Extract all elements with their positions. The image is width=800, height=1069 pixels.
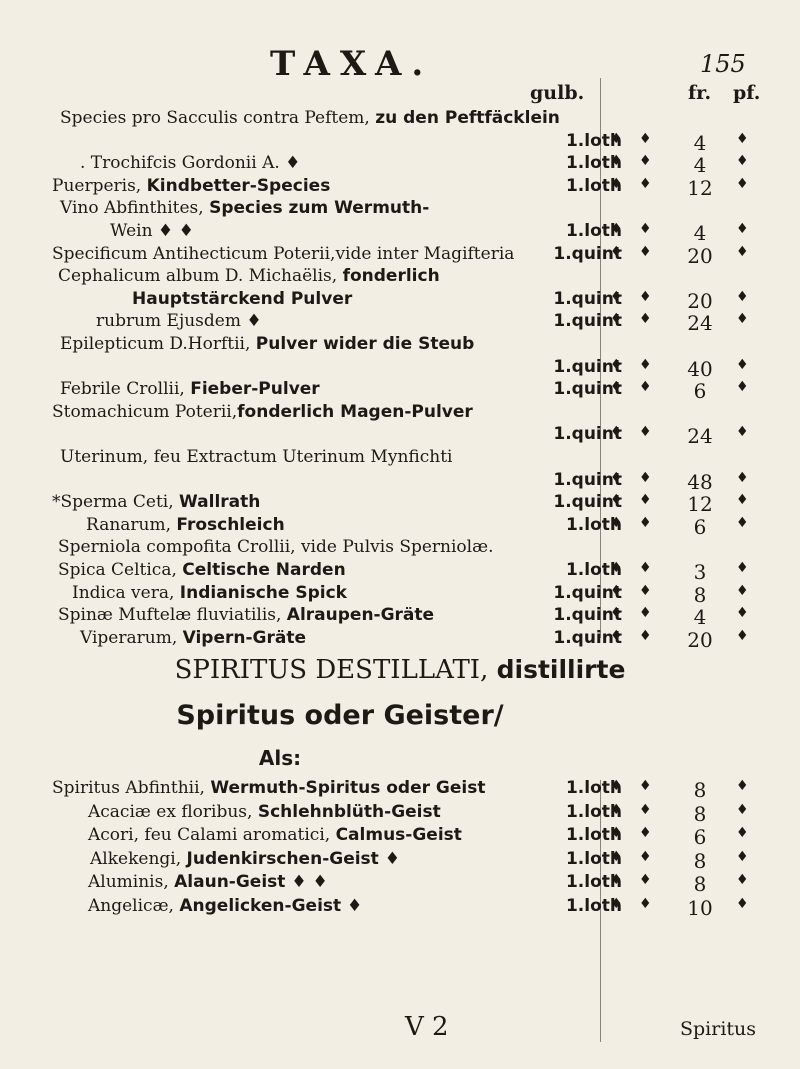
item-german-name: Angelicken-Geist ♦ [179, 895, 363, 916]
item-gulden-marks: ♦ ♦ [610, 895, 658, 912]
item-quantity: 1.quint [553, 311, 622, 332]
item-latin-name: Acaciæ ex floribus, [88, 801, 258, 822]
item-quantity: 1.quint [553, 356, 622, 377]
item-price-fr: 8 [693, 872, 707, 896]
table-row [0, 896, 800, 926]
item-label [52, 778, 485, 798]
item-label [52, 176, 330, 196]
item-latin-name: Spiritus Abfinthii, [52, 778, 211, 798]
item-price-fr: 6 [693, 825, 707, 849]
item-price-fr: 10 [687, 895, 713, 920]
item-gulden-marks: ♦ ♦ [610, 514, 658, 531]
item-latin-name: Epilepticum D.Horftii, [60, 334, 256, 354]
item-price-pf: ♦ [736, 895, 749, 912]
item-gulden-marks: ♦ ♦ [610, 582, 658, 599]
item-gulden-marks: ♦ ♦ [610, 153, 658, 170]
item-quantity: 1.quint [553, 605, 622, 626]
item-latin-name: Wein ♦ ♦ [110, 221, 194, 241]
item-german-name: Hauptstärckend Pulver [132, 288, 353, 309]
item-gulden-marks: ♦ ♦ [610, 872, 658, 888]
item-quantity: 1.loth [565, 221, 622, 241]
item-gulden-marks: ♦ ♦ [610, 778, 658, 794]
item-gulden-marks: ♦ ♦ [610, 311, 658, 328]
page-number: 155 [700, 50, 746, 78]
item-german-name: Schlehnblüth-Geist [257, 801, 441, 822]
section-title-latin: SPIRITUS DESTILLATI, [174, 655, 497, 685]
item-latin-name: Indica vera, [72, 582, 180, 603]
item-german-name: Indianische Spick [179, 582, 347, 603]
item-price-pf: ♦ [736, 778, 749, 794]
item-price-pf: ♦ [736, 605, 749, 622]
item-quantity: 1.quint [553, 469, 622, 490]
item-german-name: Alraupen-Gräte [286, 605, 435, 626]
item-german-name: zu den Peftfäcklein [375, 108, 560, 128]
item-latin-name: Viperarum, [80, 627, 183, 648]
item-label [60, 379, 320, 399]
item-price-fr: 24 [687, 311, 713, 336]
item-quantity: 1.quint [553, 492, 622, 513]
item-german-name: Judenkirschen-Geist ♦ [186, 848, 400, 869]
item-label [88, 802, 441, 822]
item-gulden-marks: ♦ ♦ [610, 801, 658, 818]
item-latin-name: Cephalicum album D. Michaëlis, [58, 266, 343, 287]
item-price-pf: ♦ [736, 560, 749, 576]
item-german-name: Species zum Wermuth- [209, 198, 430, 219]
item-latin-name: Specificum Antihecticum Poterii,vide inter Magifteria [52, 243, 515, 264]
item-price-pf: ♦ [736, 848, 749, 865]
item-label [60, 108, 560, 128]
item-quantity: 1.quint [553, 582, 622, 603]
item-german-name: fonderlich [342, 266, 440, 287]
item-quantity: 1.loth [565, 560, 622, 580]
item-latin-name: Febrile Crollii, [60, 379, 191, 400]
item-german-name: Vipern-Gräte [182, 627, 307, 648]
item-label [80, 628, 306, 648]
item-latin-name: Ranarum, [86, 514, 177, 535]
item-price-pf: ♦ [736, 243, 749, 260]
item-latin-name: Aluminis, [88, 872, 175, 892]
item-price-pf: ♦ [736, 175, 749, 192]
item-german-name: Froschleich [176, 514, 285, 535]
item-price-fr: 6 [693, 514, 707, 539]
item-label [60, 198, 429, 218]
item-german-name: Pulver wider die Steub [255, 334, 475, 354]
item-label [110, 221, 194, 241]
item-gulden-marks: ♦ ♦ [610, 627, 658, 644]
item-price-pf: ♦ [736, 872, 749, 888]
item-price-fr: 12 [687, 492, 713, 517]
item-german-name: Celtische Narden [182, 560, 346, 580]
item-price-fr: 8 [693, 848, 707, 873]
item-label [52, 402, 473, 422]
item-gulden-marks: ♦ ♦ [610, 221, 658, 237]
item-price-pf: ♦ [736, 221, 749, 237]
item-price-pf: ♦ [736, 130, 749, 147]
item-gulden-marks: ♦ ♦ [610, 424, 658, 441]
item-quantity: 1.loth [565, 872, 622, 892]
item-label [132, 289, 352, 309]
item-price-pf: ♦ [736, 825, 749, 841]
item-german-name: Calmus-Geist [335, 825, 462, 845]
item-quantity: 1.loth [565, 153, 622, 174]
item-gulden-marks: ♦ ♦ [610, 605, 658, 622]
item-label [90, 849, 400, 869]
item-quantity: 1.quint [553, 627, 622, 648]
item-label [58, 266, 440, 286]
item-german-name: Wermuth-Spiritus oder Geist [210, 778, 486, 798]
item-price-pf: ♦ [736, 311, 749, 328]
item-label [60, 334, 474, 354]
item-quantity: 1.loth [565, 130, 622, 151]
item-price-fr: 3 [693, 560, 707, 584]
item-latin-name: Uterinum, feu Extractum Uterinum Mynfichti [60, 447, 453, 467]
item-price-fr: 4 [693, 221, 707, 245]
item-gulden-marks: ♦ ♦ [610, 243, 658, 260]
column-header-fr: fr. [688, 82, 712, 104]
item-label [58, 605, 434, 625]
item-label [86, 515, 285, 535]
item-german-name: Fieber-Pulver [190, 379, 320, 400]
item-price-fr: 20 [687, 288, 713, 313]
item-price-fr: 4 [693, 605, 707, 630]
item-price-pf: ♦ [736, 379, 749, 396]
item-latin-name: Spinæ Muftelæ fluviatilis, [58, 605, 287, 626]
item-gulden-marks: ♦ ♦ [610, 175, 658, 192]
item-quantity: 1.quint [553, 288, 622, 309]
item-label [88, 896, 362, 916]
item-latin-name: Spica Celtica, [58, 560, 183, 580]
item-gulden-marks: ♦ ♦ [610, 379, 658, 396]
section-als: Als: [258, 746, 302, 770]
item-label [52, 492, 260, 512]
item-label [52, 244, 514, 264]
section-title [0, 655, 800, 685]
item-quantity: 1.loth [565, 778, 622, 798]
section-title-german: distillirte [496, 655, 626, 684]
item-gulden-marks: ♦ ♦ [610, 825, 658, 841]
item-price-pf: ♦ [736, 288, 749, 305]
item-price-pf: ♦ [736, 356, 749, 373]
item-price-fr: 24 [687, 424, 713, 449]
item-price-fr: 48 [687, 469, 713, 494]
item-price-fr: 6 [693, 379, 707, 404]
table-row [0, 628, 800, 658]
item-german-name: Wallrath [179, 492, 261, 513]
item-quantity: 1.loth [565, 801, 622, 822]
item-quantity: 1.loth [565, 175, 622, 196]
item-price-fr: 4 [693, 153, 707, 178]
item-latin-name: Alkekengi, [90, 848, 187, 869]
catchword: Spiritus [680, 1018, 757, 1040]
item-label [60, 447, 452, 467]
page-title: TAXA. [270, 44, 434, 84]
item-latin-name: Angelicæ, [88, 895, 180, 916]
item-german-name: Alaun-Geist ♦ ♦ [174, 872, 328, 892]
item-label [96, 311, 262, 331]
item-price-pf: ♦ [736, 582, 749, 599]
item-price-fr: 40 [687, 356, 713, 381]
section-subtitle: Spiritus oder Geister/ [176, 700, 504, 731]
item-price-pf: ♦ [736, 153, 749, 170]
item-label [88, 825, 462, 845]
item-label [80, 153, 300, 173]
item-latin-name: Vino Abfinthites, [60, 198, 210, 219]
item-latin-name: Acori, feu Calami aromatici, [88, 825, 336, 845]
item-quantity: 1.loth [565, 895, 622, 916]
item-price-fr: 4 [693, 130, 707, 155]
item-gulden-marks: ♦ ♦ [610, 848, 658, 865]
item-price-fr: 20 [687, 627, 713, 652]
column-header-gulden: gulb. [530, 82, 585, 104]
item-price-fr: 8 [693, 582, 707, 607]
item-price-pf: ♦ [736, 627, 749, 644]
item-german-name: Kindbetter-Species [146, 175, 331, 196]
item-gulden-marks: ♦ ♦ [610, 492, 658, 509]
item-price-pf: ♦ [736, 514, 749, 531]
item-gulden-marks: ♦ ♦ [610, 356, 658, 373]
signature-mark: V 2 [405, 1012, 449, 1042]
item-label [72, 583, 347, 603]
item-latin-name: Species pro Sacculis contra Peftem, [60, 108, 376, 128]
column-header-pf: pf. [733, 82, 761, 104]
item-price-pf: ♦ [736, 424, 749, 441]
item-latin-name: Stomachicum Poterii, [52, 401, 238, 422]
item-label [58, 537, 493, 557]
item-latin-name: Puerperis, [52, 175, 147, 196]
item-price-fr: 8 [693, 778, 707, 802]
item-latin-name: . Trochifcis Gordonii A. ♦ [80, 153, 301, 174]
item-label [88, 872, 328, 892]
item-price-fr: 12 [687, 175, 713, 200]
item-quantity: 1.quint [553, 379, 622, 400]
item-quantity: 1.loth [565, 514, 622, 535]
item-price-fr: 8 [693, 801, 707, 826]
item-price-pf: ♦ [736, 492, 749, 509]
item-gulden-marks: ♦ ♦ [610, 560, 658, 576]
item-gulden-marks: ♦ ♦ [610, 469, 658, 486]
item-latin-name: Sperniola compofita Crollii, vide Pulvis Sperniolæ. [58, 537, 494, 558]
item-quantity: 1.quint [553, 424, 622, 445]
item-gulden-marks: ♦ ♦ [610, 288, 658, 305]
item-gulden-marks: ♦ ♦ [610, 130, 658, 147]
item-price-fr: 20 [687, 243, 713, 268]
item-label [58, 560, 346, 580]
item-german-name: fonderlich Magen-Pulver [237, 401, 473, 422]
item-price-pf: ♦ [736, 801, 749, 818]
item-price-pf: ♦ [736, 469, 749, 486]
item-quantity: 1.quint [553, 243, 622, 264]
item-quantity: 1.loth [565, 825, 622, 845]
item-latin-name: rubrum Ejusdem ♦ [96, 311, 262, 332]
item-latin-name: *Sperma Ceti, [52, 492, 180, 513]
item-quantity: 1.loth [565, 848, 622, 869]
